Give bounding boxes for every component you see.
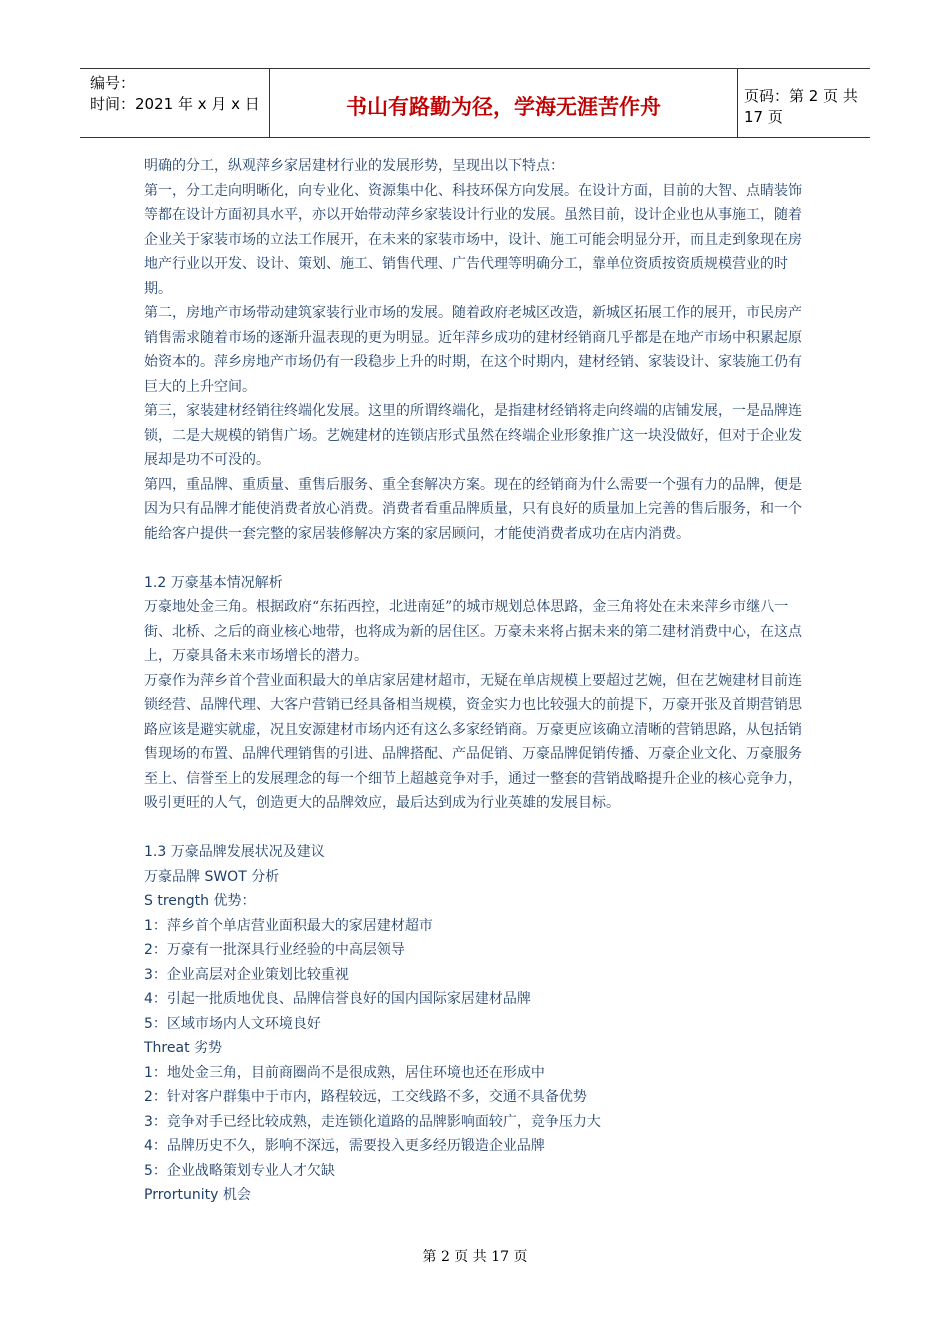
opportunity-label: 机会 (218, 1187, 251, 1203)
spacer (144, 816, 810, 841)
paragraph: 明确的分工，纵观萍乡家居建材行业的发展形势，呈现出以下特点： (144, 158, 564, 174)
item-number: 3 (144, 966, 153, 983)
spacer (144, 546, 810, 571)
item-text: 引起一批质地优良、品牌信誉良好的国内国际家居建材品牌 (166, 991, 531, 1007)
strength-label: 优势： (209, 893, 256, 909)
item-number: 4 (144, 1138, 153, 1154)
item-text: 地处金三角，目前商圈尚不是很成熟，居住环境也还在形成中 (166, 1064, 545, 1081)
section-number: 1.3 (144, 844, 167, 860)
swot-heading (144, 865, 810, 890)
threat-term: Threat (144, 1040, 190, 1056)
paragraph: 第二，房地产市场带动建筑家装行业市场的发展。随着政府老城区改造，新城区拓展工作的展开，市民房产销售需求随着市场的逐渐升温表现的更为明显。近年萍乡成功的建材经销商几乎都是在地产市场中积累起原始资本的。萍乡房地产市场仍有一段稳步上升的时期，在这个时期内，建材经销、家装设计、家装施工仍有巨大的上升空间。 (144, 305, 802, 395)
header-page-label: 页码：第 2 页 共 17 页 (744, 87, 858, 126)
item-number: 5 (144, 1162, 153, 1179)
item-text: 针对客户群集中于市内，路程较远，工交线路不多，交通不具备优势 (166, 1089, 587, 1105)
list-item: 3：竞争对手已经比较成熟，走连锁化道路的品牌影响面较广，竞争压力大 (144, 1113, 601, 1130)
list-item: 5：企业战略策划专业人才欠缺 (144, 1162, 335, 1179)
page-footer: 第 2 页 共 17 页 (422, 1249, 528, 1265)
paragraph: 第一，分工走向明晰化，向专业化、资源集中化、科技环保方向发展。在设计方面，目前的大智、点睛装饰等都在设计方面初具水平，亦以开始带动萍乡家装设计行业的发展。虽然目前，设计企业也从事施工，随着企业关于家装市场的立法工作展开，在未来的家装市场中，设计、施工可能会明显分开，而且走到象现在房地产行业以开发、设计、策划、施工、销售代理、广告代理等明确分工，靠单位资质按资质规模营业的时期。 (144, 182, 802, 297)
item-text: 企业战略策划专业人才欠缺 (166, 1162, 335, 1179)
item-text: 萍乡首个单店营业面积最大的家居建材超市 (166, 917, 433, 934)
item-number: 1 (144, 917, 153, 934)
strength-list (144, 914, 810, 1037)
section-heading-1-2 (144, 571, 810, 596)
list-item: 2：针对客户群集中于市内，路程较远，工交线路不多，交通不具备优势 (144, 1089, 587, 1105)
item-text: 企业高层对企业策划比较重视 (166, 966, 349, 983)
section-number: 1.2 (144, 574, 167, 591)
list-item: 1：地处金三角，目前商圈尚不是很成熟，居住环境也还在形成中 (144, 1064, 545, 1081)
opportunity-heading (144, 1183, 810, 1208)
item-number: 3 (144, 1113, 153, 1130)
item-text: 竞争对手已经比较成熟，走连锁化道路的品牌影响面较广，竞争压力大 (166, 1113, 601, 1130)
item-number: 2 (144, 1089, 153, 1105)
list-item: 3：企业高层对企业策划比较重视 (144, 966, 349, 983)
item-text: 品牌历史不久，影响不深远，需要投入更多经历锻造企业品牌 (166, 1138, 545, 1154)
item-number: 5 (144, 1015, 153, 1032)
list-item: 1：萍乡首个单店营业面积最大的家居建材超市 (144, 917, 433, 934)
section-heading-1-3 (144, 840, 810, 865)
item-number: 1 (144, 1064, 153, 1081)
list-item: 2：万豪有一批深具行业经验的中高层领导 (144, 942, 405, 958)
threat-label: 劣势 (189, 1040, 223, 1056)
paragraph: 万豪地处金三角。根据政府“东拓西控，北进南延”的城市规划总体思路，金三角将处在未来萍乡市继八一街、北桥、之后的商业核心地带，也将成为新的居住区。万豪未来将占据未来的第二建材消费中心，在这点上，万豪具备未来市场增长的潜力。 (144, 599, 802, 664)
page-header (80, 68, 870, 138)
item-number: 4 (144, 991, 153, 1007)
list-item: 5：区域市场内人文环境良好 (144, 1015, 321, 1032)
paragraph: 万豪作为萍乡首个营业面积最大的单店家居建材超市，无疑在单店规模上要超过艺婉，但在艺婉建材目前连锁经营、品牌代理、大客户营销已经具备相当规模，资金实力也比较强大的前提下，万豪开张及首期营销思路应该是避实就虚，况且安源建材市场内还有这么多家经销商。万豪更应该确立清晰的营销思路，从包括销售现场的布置、品牌代理销售的引进、品牌搭配、产品促销、万豪品牌促销传播、万豪企业文化、万豪服务至上、信誉至上的发展理念的每一个细节上超越竞争对手，通过一整套的营销战略提升企业的核心竞争力，吸引更旺的人气，创造更大的品牌效应，最后达到成为行业英雄的发展目标。 (144, 672, 802, 811)
strength-term: S trength (144, 893, 210, 909)
doc-date-label: 时间：2021 年 x 月 x 日 (90, 95, 260, 113)
section-title: 万豪品牌发展状况及建议 (166, 844, 325, 860)
threat-list (144, 1061, 810, 1184)
item-text: 万豪有一批深具行业经验的中高层领导 (166, 942, 405, 958)
paragraph: 第四，重品牌、重质量、重售后服务、重全套解决方案。现在的经销商为什么需要一个强有力的品牌，便是因为只有品牌才能使消费者放心消费。消费者看重品牌质量，只有良好的质量加上完善的售后服务，和一个能给客户提供一套完整的家居装修解决方案的家居顾问，才能使消费者成功在店内消费。 (144, 476, 802, 542)
document-body (144, 154, 810, 1208)
swot-term: SWOT (204, 868, 247, 885)
list-item: 4：引起一批质地优良、品牌信誉良好的国内国际家居建材品牌 (144, 991, 531, 1007)
threat-heading (144, 1036, 810, 1061)
item-number: 2 (144, 942, 153, 958)
header-motto: 书山有路勤为径，学海无涯苦作舟 (270, 69, 738, 137)
strength-heading (144, 889, 810, 914)
opportunity-term: Prrortunity (144, 1187, 219, 1203)
swot-prefix: 万豪品牌 (144, 868, 205, 885)
item-text: 区域市场内人文环境良好 (166, 1015, 321, 1032)
list-item: 4：品牌历史不久，影响不深远，需要投入更多经历锻造企业品牌 (144, 1138, 545, 1154)
swot-suffix: 分析 (246, 868, 280, 885)
doc-number-label: 编号： (90, 74, 136, 92)
header-left-cell (80, 69, 270, 137)
paragraph: 第三，家装建材经销往终端化发展。这里的所谓终端化，是指建材经销将走向终端的店铺发展，一是品牌连锁，二是大规模的销售广场。艺婉建材的连锁店形式虽然在终端企业形象推广这一块没做好，但对于企业发展却是功不可没的。 (144, 403, 802, 468)
section-title: 万豪基本情况解析 (166, 574, 283, 591)
